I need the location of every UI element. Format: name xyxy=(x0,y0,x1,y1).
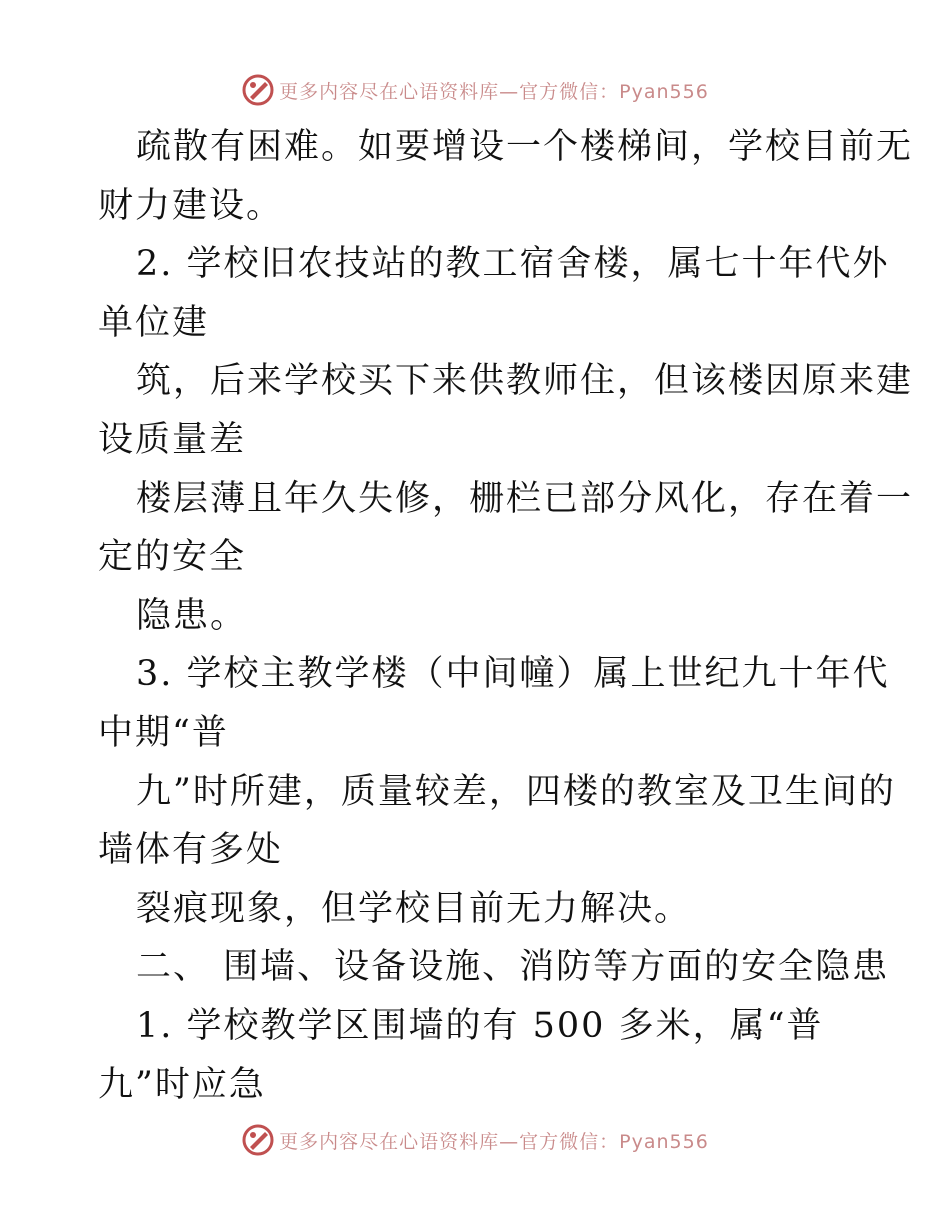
text-line: 设质量差 xyxy=(98,419,247,460)
text-line: 2. 学校旧农技站的教工宿舍楼，属七十年代外 xyxy=(136,244,890,285)
text-line: 九”时应急 xyxy=(98,1064,266,1105)
text-line: 定的安全 xyxy=(98,537,247,578)
text-line: 中期“普 xyxy=(98,712,229,753)
text-line: 1. 学校教学区围墙的有 500 多米，属“普 xyxy=(136,1005,824,1046)
text-line: 隐患。 xyxy=(136,595,248,636)
text-line: 3. 学校主教学楼（中间幢）属上世纪九十年代 xyxy=(136,654,890,695)
text-line: 财力建设。 xyxy=(98,185,284,226)
watermark-text: 更多内容尽在心语资料库—官方微信：Pyan556 xyxy=(279,1130,709,1153)
text-line: 单位建 xyxy=(98,302,210,343)
section-heading: 二、 围墙、设备设施、消防等方面的安全隐患 xyxy=(136,947,890,988)
footer-watermark xyxy=(0,1120,950,1160)
text-line: 九”时所建，质量较差，四楼的教室及卫生间的 xyxy=(136,771,896,812)
watermark-text: 更多内容尽在心语资料库—官方微信：Pyan556 xyxy=(279,80,709,103)
brand-logo-icon xyxy=(241,73,275,107)
header-watermark xyxy=(0,70,950,110)
text-line: 墙体有多处 xyxy=(98,830,284,871)
text-line: 疏散有困难。如要增设一个楼梯间，学校目前无 xyxy=(136,127,914,167)
document-body xyxy=(98,118,914,1114)
brand-logo-icon xyxy=(241,1123,275,1157)
text-line: 楼层薄且年久失修，栅栏已部分风化，存在着一 xyxy=(136,478,914,519)
text-line: 筑，后来学校买下来供教师住，但该楼因原来建 xyxy=(136,361,914,402)
text-line: 裂痕现象，但学校目前无力解决。 xyxy=(136,888,692,929)
